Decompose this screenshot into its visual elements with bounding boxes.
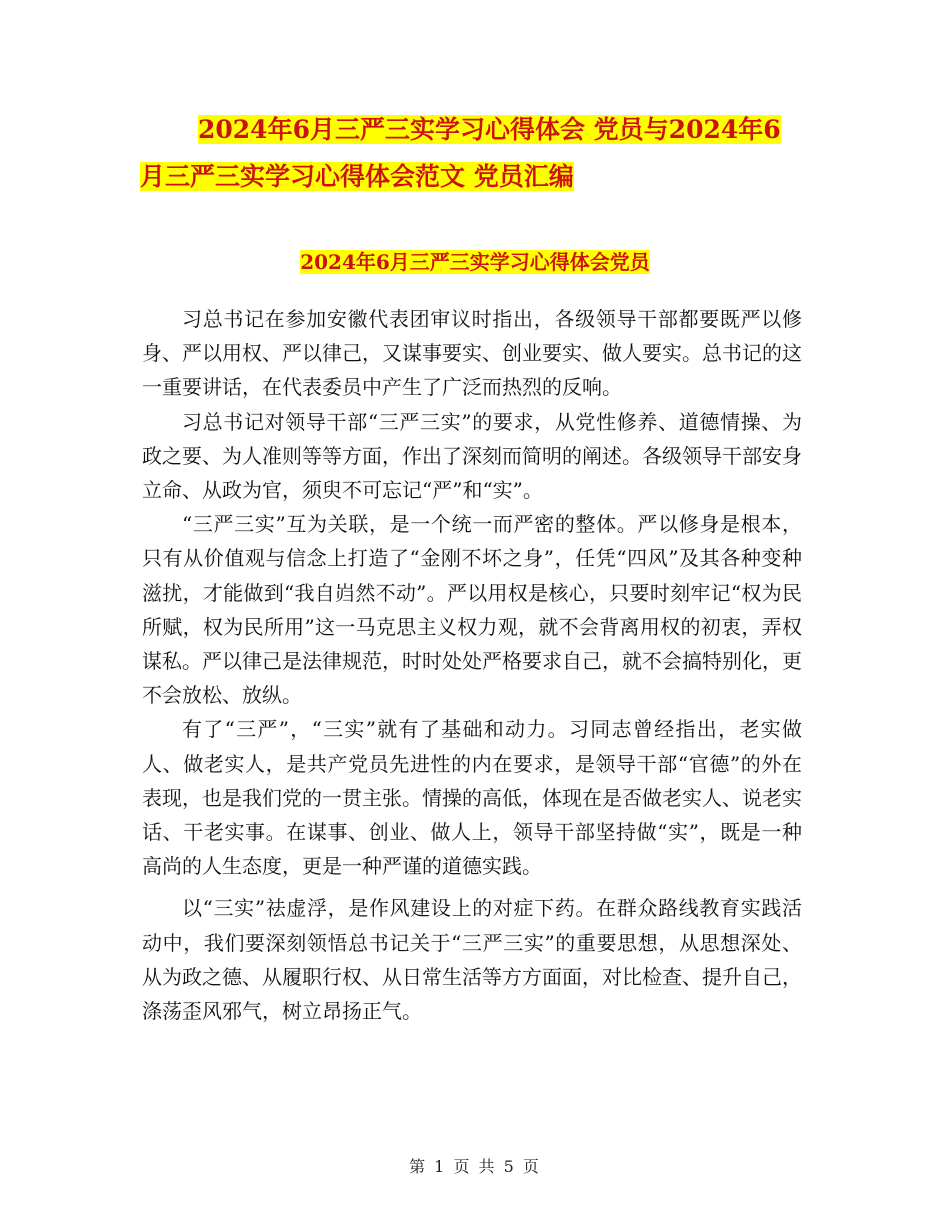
paragraph: 习总书记对领导干部“三严三实”的要求，从党性修养、道德情操、为政之要、为人准则等等方面，作出了深刻而简明的阐述。各级领导干部安身立命、从政为官，须臾不可忘记“严”和“实”。 xyxy=(142,409,802,503)
document-main-title xyxy=(140,106,820,200)
main-title-line-1-text: 2024年6月三严三实学习心得体会 党员与2024年6 xyxy=(198,115,781,144)
paragraph: “三严三实”互为关联，是一个统一而严密的整体。严以修身是根本，只有从价值观与信念上打造了“金刚不坏之身”，任凭“四风”及其各种变种滋扰，才能做到“我自岿然不动”。严以用权是核心，只要时刻牢记“权为民所赋，权为民所用”这一马克思主义权力观，就不会背离用权的初衷，弄权谋私。严以律己是法律规范，时时处处严格要求自己，就不会搞特别化，更不会放松、放纵。 xyxy=(142,512,802,708)
main-title-line-2-text: 月三严三实学习心得体会范文 党员汇编 xyxy=(140,162,574,191)
paragraph: 习总书记在参加安徽代表团审议时指出，各级领导干部都要既严以修身、严以用权、严以律己，又谋事要实、创业要实、做人要实。总书记的这一重要讲话，在代表委员中产生了广泛而热烈的反响。 xyxy=(142,307,802,400)
main-title-line-1 xyxy=(140,106,820,153)
paragraph: 有了“三严”，“三实”就有了基础和动力。习同志曾经指出，老实做人、做老实人，是共产党员先进性的内在要求，是领导干部“官德”的外在表现，也是我们党的一贯主张。情操的高低，体现在是否做老实人、说老实话、干老实事。在谋事、创业、做人上，领导干部坚持做“实”，既是一种高尚的人生态度，更是一种严谨的道德实践。 xyxy=(142,717,802,879)
section-title xyxy=(0,245,950,279)
section-title-text: 2024年6月三严三实学习心得体会党员 xyxy=(300,250,650,274)
main-title-line-2 xyxy=(140,153,820,200)
paragraph: 以“三实”祛虚浮，是作风建设上的对症下药。在群众路线教育实践活动中，我们要深刻领悟总书记关于“三严三实”的重要思想，从思想深处、从为政之德、从履职行权、从日常生活等方方面面，对比检查、提升自己，涤荡歪风邪气，树立昂扬正气。 xyxy=(142,896,802,1024)
page-footer: 第 1 页 共 5 页 xyxy=(409,1157,541,1176)
body-text xyxy=(142,302,802,1028)
